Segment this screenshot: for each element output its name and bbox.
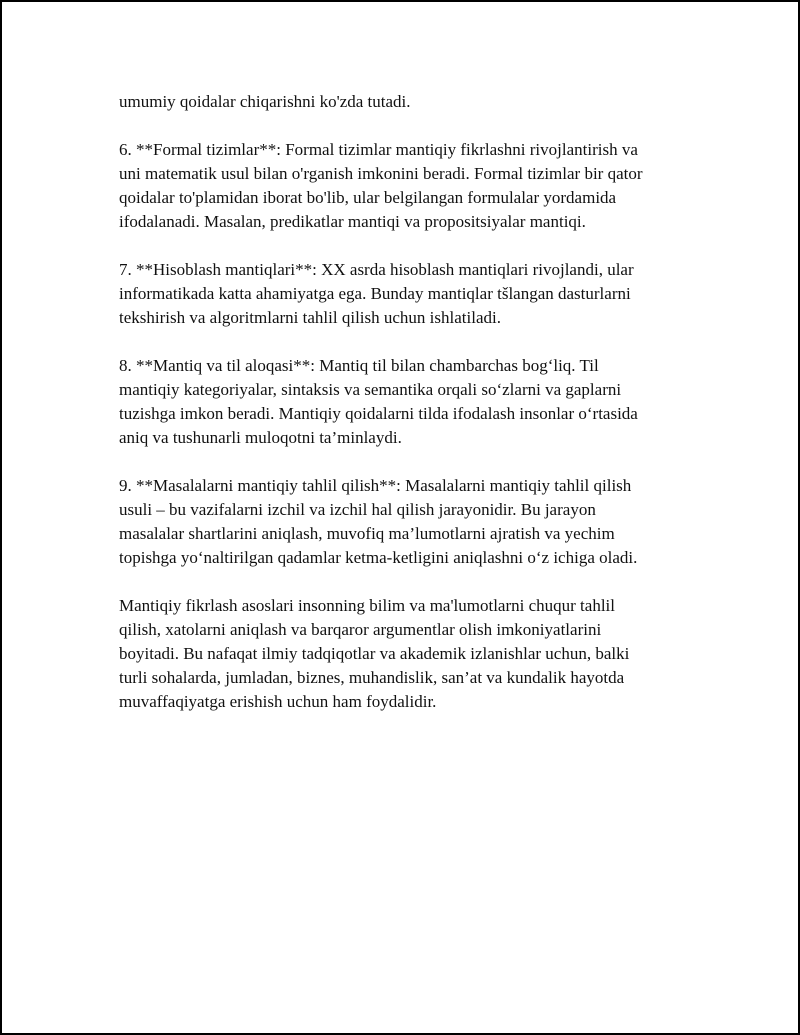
paragraph-hisoblash-mantiqlari: 7. **Hisoblash mantiqlari**: XX asrda hisoblash mantiqlari rivojlandi, ular informatikada katta ahamiyatga ega. Bunday mantiqlar tšlangan dasturlarni tekshirish va algoritmlarni tahlil qilish uchun ishlatiladi. xyxy=(119,260,634,327)
paragraph-continuation: umumiy qoidalar chiqarishni ko'zda tutadi. xyxy=(119,92,411,111)
document-body xyxy=(119,90,699,714)
paragraph-formal-tizimlar: 6. **Formal tizimlar**: Formal tizimlar mantiqiy fikrlashni rivojlantirish va uni matematik usul bilan o'rganish imkonini beradi. Formal tizimlar bir qator qoidalar to'plamidan iborat bo'lib, ular belgilangan formulalar yordamida ifodalanadi. Masalan, predikatlar mantiqi va propositsiyalar mantiqi. xyxy=(119,140,643,231)
paragraph-masalalarni-tahlil: 9. **Masalalarni mantiqiy tahlil qilish**: Masalalarni mantiqiy tahlil qilish usuli – bu vazifalarni izchil va izchil hal qilish jarayonidir. Bu jarayon masalalar shartlarini aniqlash, muvofiq ma’lumotlarni ajratish va yechim topishga yo‘naltirilgan qadamlar ketma-ketligini aniqlashni o‘z ichiga oladi. xyxy=(119,476,638,567)
paragraph-conclusion: Mantiqiy fikrlash asoslari insonning bilim va ma'lumotlarni chuqur tahlil qilish, xatolarni aniqlash va barqaror argumentlar olish imkoniyatlarini boyitadi. Bu nafaqat ilmiy tadqiqotlar va akademik izlanishlar uchun, balki turli sohalarda, jumladan, biznes, muhandislik, san’at va kundalik hayotda muvaffaqiyatga erishish uchun ham foydalidir. xyxy=(119,596,630,711)
paragraph-mantiq-va-til: 8. **Mantiq va til aloqasi**: Mantiq til bilan chambarchas bog‘liq. Til mantiqiy kategoriyalar, sintaksis va semantika orqali so‘zlarni va gaplarni tuzishga imkon beradi. Mantiqiy qoidalarni tilda ifodalash insonlar o‘rtasida aniq va tushunarli muloqotni ta’minlaydi. xyxy=(119,356,638,447)
